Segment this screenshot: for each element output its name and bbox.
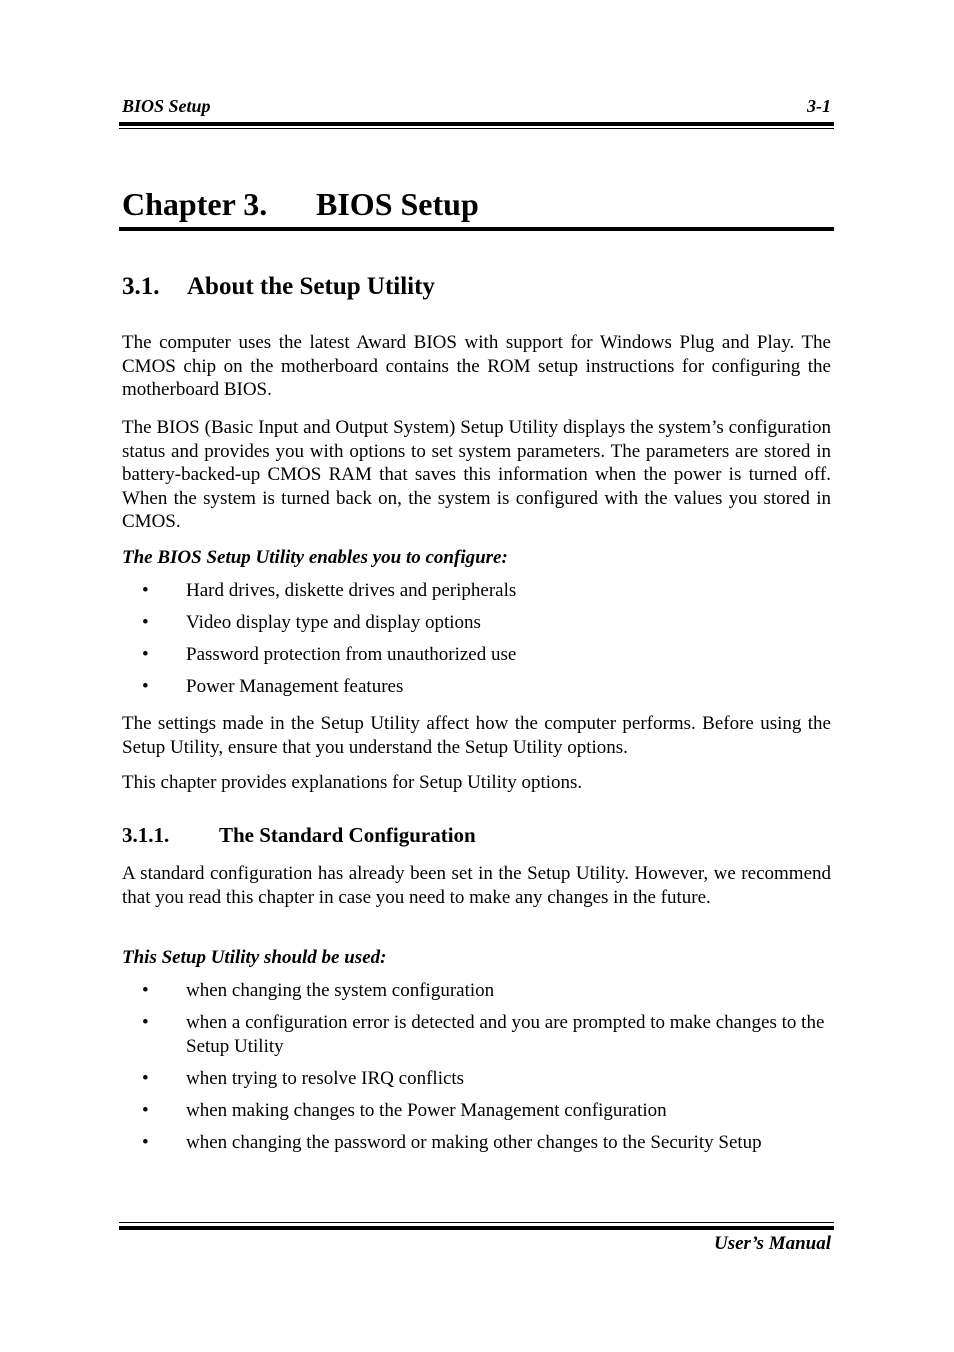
running-footer: User’s Manual xyxy=(713,1233,831,1254)
list-item xyxy=(122,1131,831,1155)
chapter-name: BIOS Setup xyxy=(316,186,479,222)
list-item-text: when a configuration error is detected and you are prompted to make changes to the Setup Utility xyxy=(186,1011,825,1057)
list-item xyxy=(122,579,831,603)
list-item-text: Video display type and display options xyxy=(186,611,481,633)
list-item-text: when trying to resolve IRQ conflicts xyxy=(186,1067,465,1089)
list-item-text: Hard drives, diskette drives and peripherals xyxy=(186,580,517,601)
header-page-number: 3-1 xyxy=(807,96,831,116)
usage-lead: This Setup Utility should be used: xyxy=(122,947,387,968)
chapter-title xyxy=(122,186,479,223)
configure-list xyxy=(122,579,831,707)
usage-list xyxy=(122,979,831,1163)
running-header xyxy=(122,96,831,120)
configure-lead: The BIOS Setup Utility enables you to configure: xyxy=(122,547,508,568)
list-item-text: when changing the system configuration xyxy=(186,980,495,1001)
bullet-icon: • xyxy=(142,643,149,665)
paragraph: The BIOS (Basic Input and Output System) Setup Utility displays the system’s configuration status and provides you with options to set system parameters. The parameters are stored in battery-backed-up CMOS RAM that saves this information when the power is turned off. When the system is turned back on, the system is configured with the values you stored in CMOS. xyxy=(122,417,831,533)
bullet-icon: • xyxy=(142,611,149,633)
section-number: 3.1. xyxy=(122,273,160,300)
chapter-number: Chapter 3. xyxy=(122,186,268,222)
subsection-heading xyxy=(122,823,476,848)
list-item xyxy=(122,1011,831,1058)
section-heading xyxy=(122,273,435,301)
bullet-icon: • xyxy=(142,1011,149,1033)
bullet-icon: • xyxy=(142,1067,149,1089)
footer-rule-thick xyxy=(119,1226,834,1230)
list-item-text: Power Management features xyxy=(186,675,404,697)
list-item xyxy=(122,643,831,667)
header-title: BIOS Setup xyxy=(122,96,211,116)
list-item xyxy=(122,979,831,1003)
bullet-icon: • xyxy=(142,675,149,697)
paragraph: The settings made in the Setup Utility affect how the computer performs. Before using the Setup Utility, ensure that you understand the Setup Utility options. xyxy=(122,713,831,758)
paragraph: This chapter provides explanations for Setup Utility options. xyxy=(122,772,583,793)
list-item-text: Password protection from unauthorized use xyxy=(186,643,517,665)
subsection-title: The Standard Configuration xyxy=(219,823,476,847)
bullet-icon: • xyxy=(142,980,149,1001)
bullet-icon: • xyxy=(142,580,149,601)
list-item xyxy=(122,1067,831,1091)
list-item xyxy=(122,675,831,699)
bullet-icon: • xyxy=(142,1131,149,1153)
list-item xyxy=(122,1099,831,1123)
section-title: About the Setup Utility xyxy=(187,273,435,300)
list-item xyxy=(122,611,831,635)
bullet-icon: • xyxy=(142,1099,149,1121)
header-rule-thick xyxy=(119,122,834,126)
footer-rule-thin xyxy=(119,1222,834,1223)
list-item-text: when making changes to the Power Management configuration xyxy=(186,1099,667,1121)
chapter-rule xyxy=(119,227,834,231)
header-rule-thin xyxy=(119,128,834,129)
subsection-number: 3.1.1. xyxy=(122,823,170,847)
paragraph: A standard configuration has already been set in the Setup Utility. However, we recommend that you read this chapter in case you need to make any changes in the future. xyxy=(122,863,831,908)
paragraph: The computer uses the latest Award BIOS with support for Windows Plug and Play. The CMOS chip on the motherboard contains the ROM setup instructions for configuring the motherboard BIOS. xyxy=(122,332,831,401)
list-item-text: when changing the password or making other changes to the Security Setup xyxy=(186,1131,762,1153)
